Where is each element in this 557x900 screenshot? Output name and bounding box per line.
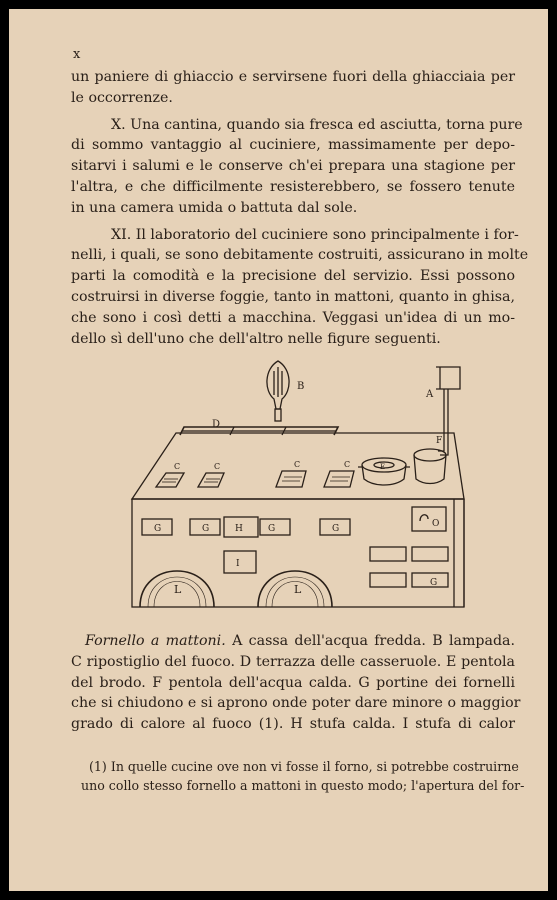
label-c: C	[344, 460, 351, 469]
text-line: dello sì dell'uno che dell'altro nelle figure seguenti.	[71, 330, 441, 347]
page-number: x	[73, 47, 81, 62]
label-g: G	[268, 524, 276, 534]
label-l: L	[174, 583, 182, 596]
text-line: X. Una cantina, quando sia fresca ed asciutta, torna pure	[111, 116, 523, 133]
caption-line: del brodo. F pentola dell'acqua calda. G portine dei fornelli	[71, 674, 515, 691]
warm-oven-door	[224, 551, 256, 573]
text-line: l'altra, e che difficilmente resisterebbero, se fossero tenute	[71, 178, 515, 195]
ash-box	[412, 507, 446, 531]
caption-line: C ripostiglio del fuoco. D terrazza delle casseruole. E pentola	[71, 653, 515, 670]
fire-holes	[156, 471, 354, 487]
text-line: in una camera umida o battuta dal sole.	[71, 199, 358, 216]
label-i: I	[236, 559, 240, 569]
text-line: di sommo vantaggio al cuciniere, massimamente per depo-	[71, 137, 515, 154]
body-text	[71, 67, 529, 349]
label-l: L	[294, 583, 302, 596]
hot-water-pot	[414, 449, 446, 484]
footnote-line: uno collo stesso fornello a mattoni in questo modo; l'apertura del for-	[81, 778, 525, 793]
label-g: G	[430, 578, 438, 588]
label-f: F	[436, 436, 443, 446]
text-line: sitarvi i salumi e le conserve ch'ei prepara una stagione per	[71, 158, 515, 175]
caption-lead: Fornello a mattoni.	[85, 633, 226, 649]
label-g: G	[202, 524, 210, 534]
firebox-arches	[140, 571, 332, 607]
label-c: C	[174, 462, 181, 471]
label-c: C	[214, 462, 221, 471]
footnote-line: (1) In quelle cucine ove non vi fosse il forno, si potrebbe costruirne	[89, 759, 519, 774]
text-line: le occorrenze.	[71, 89, 173, 106]
text-line: nelli, i quali, se sono debitamente costruiti, assicurano in molte	[71, 247, 529, 264]
label-g: G	[332, 524, 340, 534]
text-line: un paniere di ghiaccio e servirsene fuori della ghiacciaia per	[71, 69, 515, 85]
text-line: XI. Il laboratorio del cuciniere sono principalmente i for-	[111, 226, 519, 243]
caption-text: A cassa dell'acqua fredda. B lampada.	[225, 633, 516, 649]
book-page	[9, 9, 548, 891]
label-b: B	[297, 381, 305, 392]
label-d: D	[212, 419, 221, 430]
caption-line: grado di calore al fuoco (1). H stufa calda. I stufa di calor	[71, 716, 515, 733]
lamp	[267, 361, 289, 421]
label-g: G	[154, 524, 162, 534]
text-line: costruirsi in diverse foggie, tanto in mattoni, quanto in ghisa,	[71, 288, 515, 305]
brick-stove-illustration	[114, 351, 474, 609]
text-line: parti la comodità e la precisione del servizio. Essi possono	[71, 268, 515, 285]
label-a: A	[426, 389, 434, 400]
label-h: H	[235, 524, 243, 534]
text-line: che sono i così detti a macchina. Veggasi un'idea di un mo-	[71, 309, 515, 326]
footnote	[81, 757, 525, 795]
label-c: C	[294, 460, 301, 469]
label-o: O	[432, 519, 440, 529]
label-e: E	[380, 463, 386, 471]
figure-caption	[71, 631, 521, 735]
caption-line: che si chiudono e si aprono onde poter dare minore o maggior	[71, 695, 521, 712]
